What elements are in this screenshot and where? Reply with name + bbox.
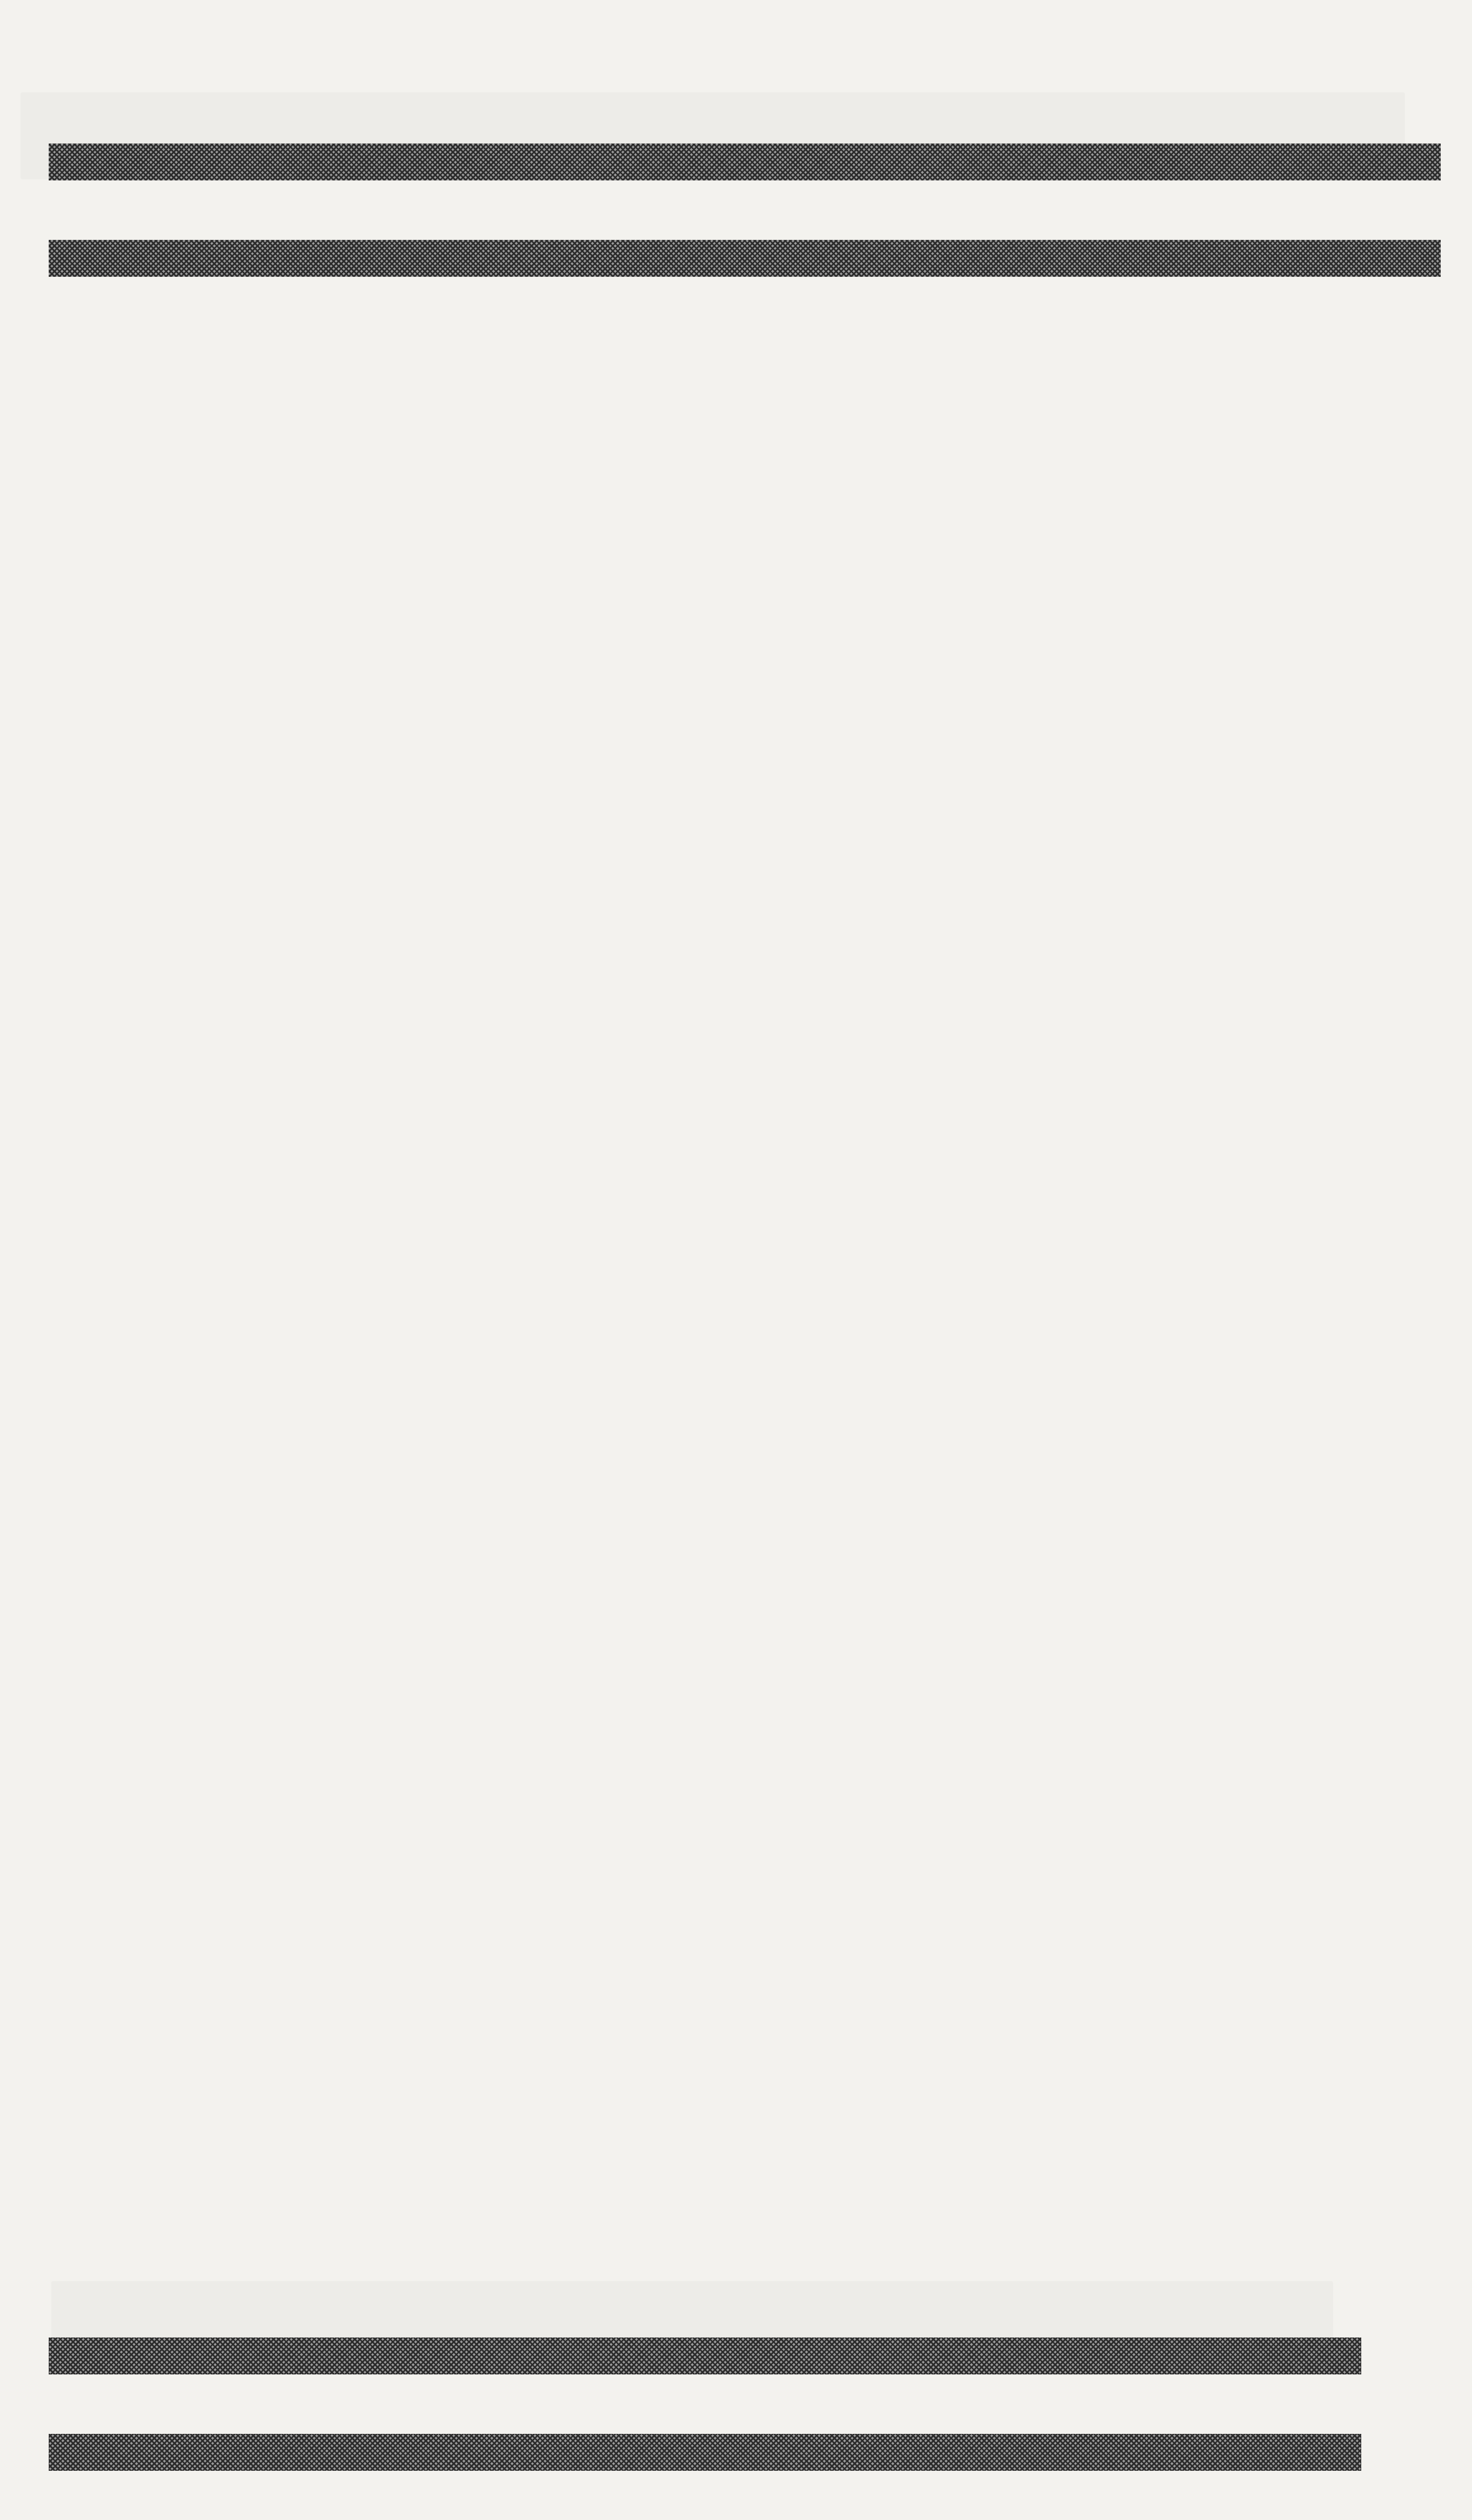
hatched-strip [49, 240, 1441, 277]
hatched-strip [49, 144, 1441, 180]
top-decorative-band [49, 144, 1441, 277]
bottom-decorative-band [49, 2338, 1361, 2471]
ornament-row [49, 180, 1441, 240]
hatched-strip [49, 2434, 1361, 2471]
ornament-row [49, 2374, 1361, 2434]
hatched-strip [49, 2338, 1361, 2374]
